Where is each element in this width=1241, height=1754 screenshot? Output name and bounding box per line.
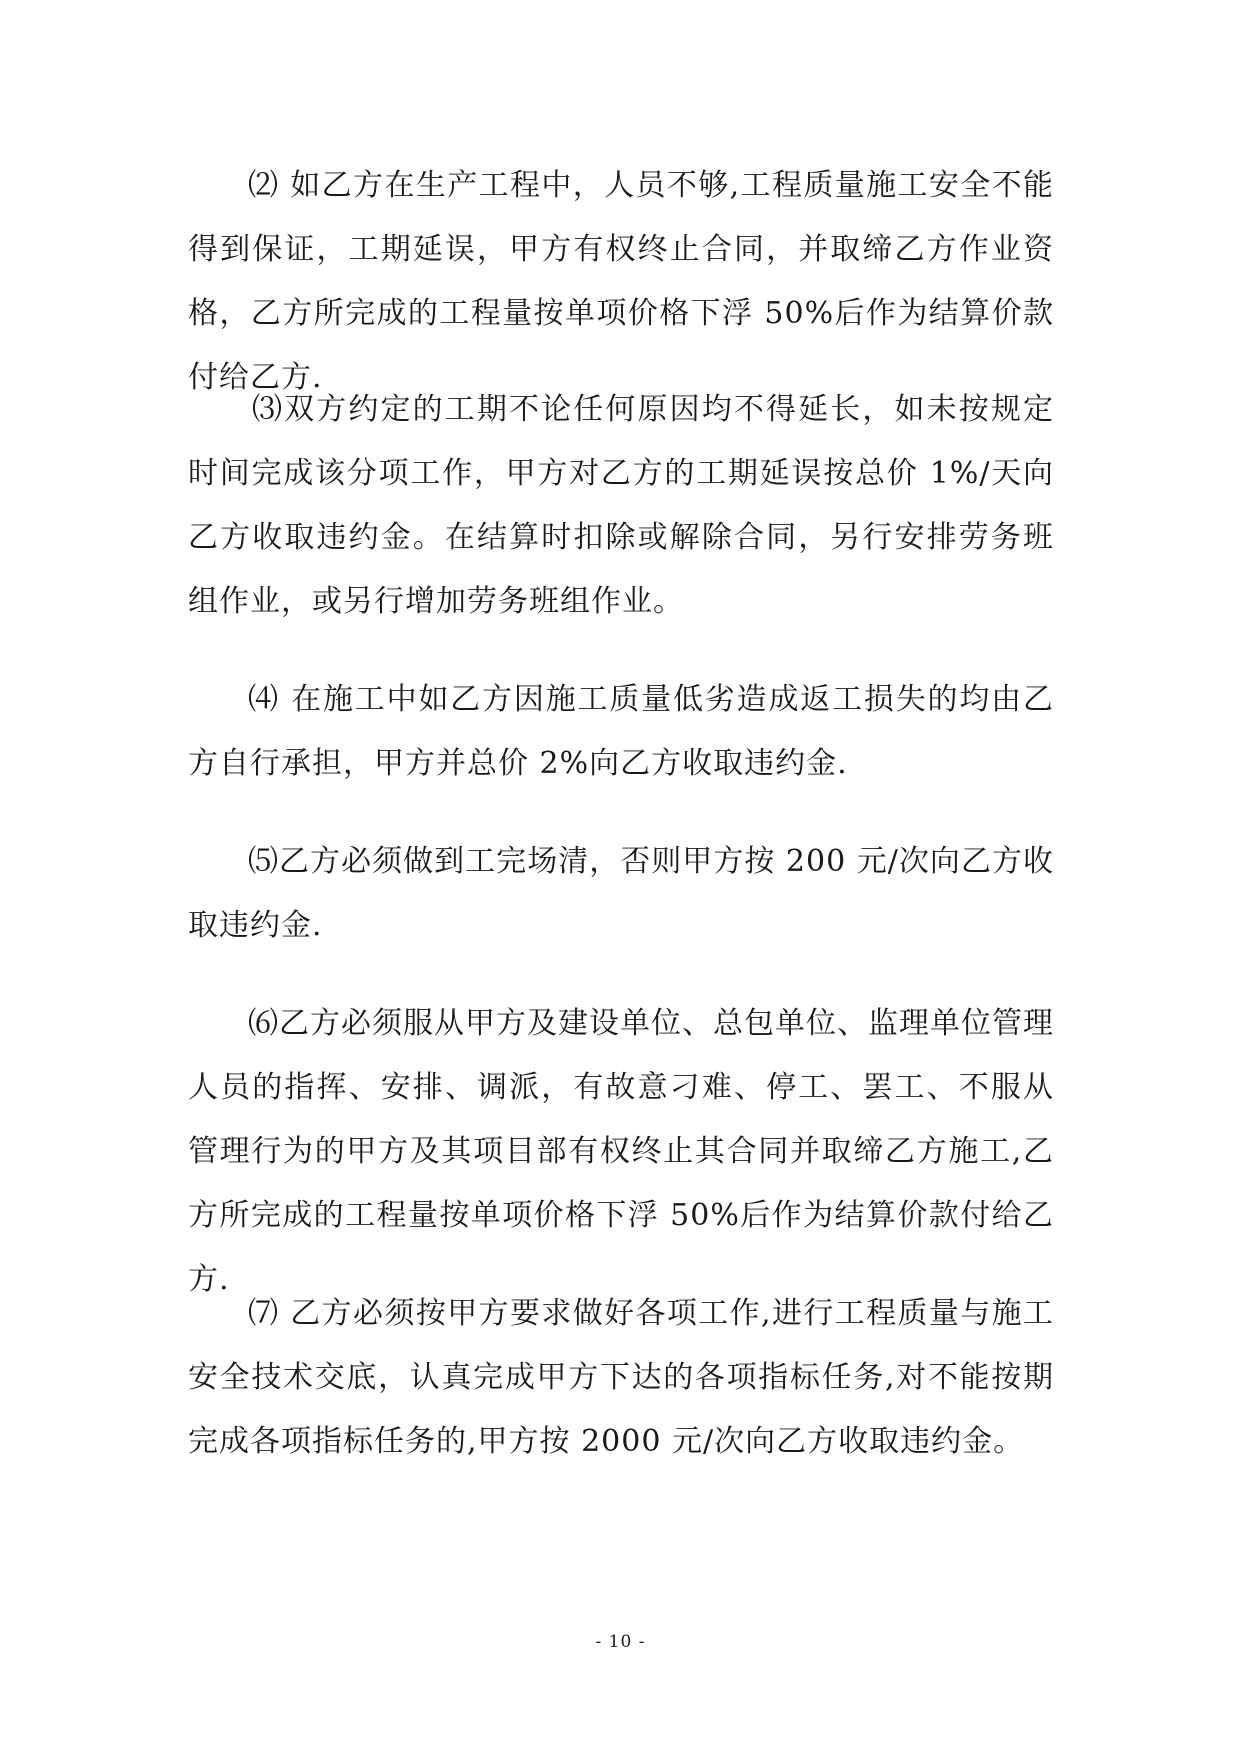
clause-4: ⑷ 在施工中如乙方因施工质量低劣造成返工损失的均由乙方自行承担，甲方并总价 2%向乙方收取违约金. bbox=[188, 682, 1054, 781]
clause-6: ⑹乙方必须服从甲方及建设单位、总包单位、监理单位管理人员的指挥、安排、调派，有故意刁难、停工、罢工、不服从管理行为的甲方及其项目部有权终止其合同并取缔乙方施工,乙方所完成的工程量按单项价格下浮 50%后作为结算价款付给乙方. bbox=[188, 1006, 1054, 1297]
clause-7: ⑺ 乙方必须按甲方要求做好各项工作,进行工程质量与施工安全技术交底，认真完成甲方下达的各项指标任务,对不能按期完成各项指标任务的,甲方按 2000 元/次向乙方收取违约金。 bbox=[188, 1296, 1054, 1459]
clause-2: ⑵ 如乙方在生产工程中，人员不够,工程质量施工安全不能得到保证，工期延误，甲方有权终止合同，并取缔乙方作业资格，乙方所完成的工程量按单项价格下浮 50%后作为结算价款付给乙方. bbox=[188, 168, 1054, 395]
clause-3: ⑶双方约定的工期不论任何原因均不得延长，如未按规定时间完成该分项工作，甲方对乙方的工期延误按总价 1%/天向乙方收取违约金。在结算时扣除或解除合同，另行安排劳务班组作业，或另行增加劳务班组作业。 bbox=[188, 392, 1054, 619]
clause-5: ⑸乙方必须做到工完场清，否则甲方按 200 元/次向乙方收取违约金. bbox=[188, 844, 1054, 943]
page-number: - 10 - bbox=[595, 1632, 646, 1652]
